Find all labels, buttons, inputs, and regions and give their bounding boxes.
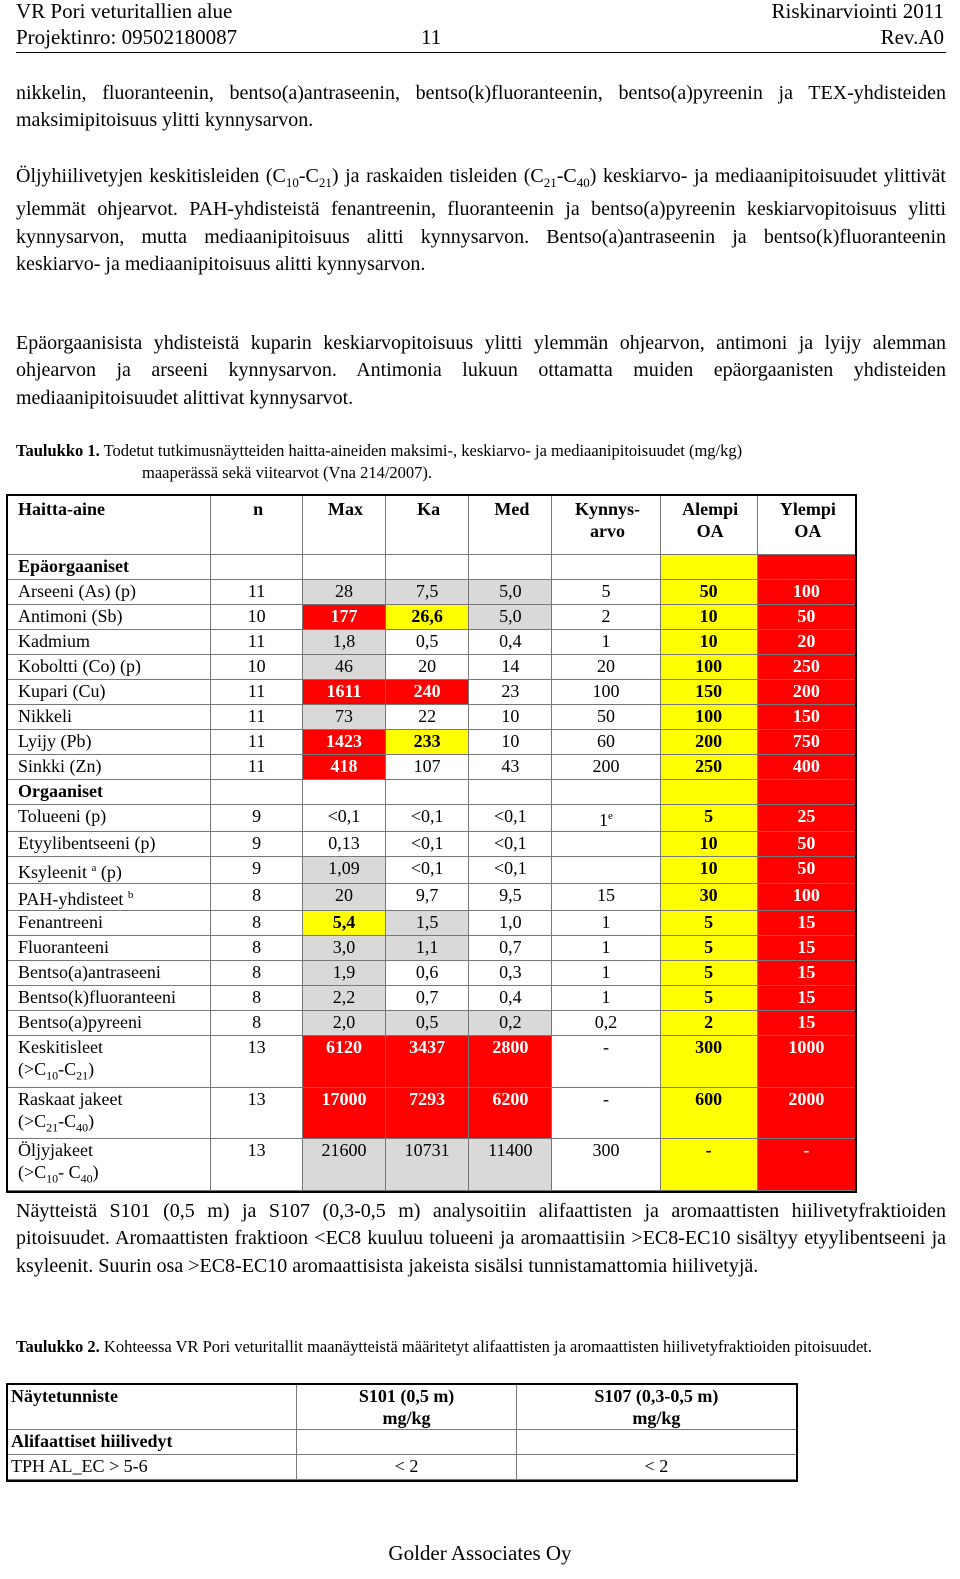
cell-mean: 0,5 — [386, 630, 469, 655]
cell-max: 20 — [303, 884, 386, 911]
col-header-substance: Haitta-aine — [8, 496, 211, 555]
col-header-sample-id: Näytetunniste — [8, 1385, 297, 1430]
cell-n: 11 — [211, 680, 303, 705]
cell-threshold: 1 — [552, 936, 660, 961]
col-header-s107: S107 (0,3-0,5 m) mg/kg — [517, 1385, 796, 1430]
cell-lower-guideline: 10 — [661, 605, 758, 630]
cell-lower-guideline: 2 — [661, 1011, 758, 1036]
cell-median: 5,0 — [469, 580, 552, 605]
cell-n: 11 — [211, 630, 303, 655]
cell-upper-guideline: 100 — [758, 884, 855, 911]
cell-n: 8 — [211, 961, 303, 986]
header-site: VR Pori veturitallien alue — [16, 0, 233, 23]
cell-threshold: 5 — [552, 580, 660, 605]
cell-max: 2,0 — [303, 1011, 386, 1036]
cell-n: 8 — [211, 884, 303, 911]
cell-upper-guideline: 100 — [758, 580, 855, 605]
cell-mean: 1,1 — [386, 936, 469, 961]
cell-threshold: 2 — [552, 605, 660, 630]
cell-max: 418 — [303, 755, 386, 780]
header-revision: Rev.A0 — [880, 25, 944, 49]
cell-mean: <0,1 — [386, 857, 469, 884]
paragraph-3: Epäorgaanisista yhdisteistä kuparin keskiarvopitoisuus ylitti ylemmän ohjearvon, antimoni ja lyijy alemman ohjearvon ja arseeni kynnysarvon. Antimonia lukuun ottamatta muiden epäorgaanisten yhdisteiden mediaanipitoisuudet alittivat kynnysarvot. — [16, 332, 946, 409]
cell-max: 17000 — [303, 1088, 386, 1140]
cell-substance: Tolueeni (p) — [8, 805, 211, 832]
cell-threshold: - — [552, 1036, 660, 1088]
cell-n: 13 — [211, 1088, 303, 1140]
lower-guideline-band — [661, 555, 758, 580]
organic-rows — [8, 805, 855, 1036]
cell-substance: Nikkeli — [8, 705, 211, 730]
cell-mean: <0,1 — [386, 832, 469, 857]
table-row — [8, 705, 855, 730]
cell-substance: Antimoni (Sb) — [8, 605, 211, 630]
hydrocarbon-rows — [8, 1036, 855, 1191]
cell-upper-guideline: 15 — [758, 961, 855, 986]
cell-threshold: 50 — [552, 705, 660, 730]
col-header-threshold: Kynnys- arvo — [552, 496, 660, 555]
cell-lower-guideline: 10 — [661, 857, 758, 884]
table1-caption-line1: Todetut tutkimusnäytteiden haitta-aineiden maksimi-, keskiarvo- ja mediaanipitoisuudet (mg/kg) — [103, 441, 743, 460]
cell-upper-guideline: 400 — [758, 755, 855, 780]
cell-substance: Fenantreeni — [8, 911, 211, 936]
cell-max: 6120 — [303, 1036, 386, 1088]
cell-lower-guideline: - — [661, 1139, 758, 1191]
table2-caption — [16, 1336, 946, 1358]
cell-median: 6200 — [469, 1088, 552, 1140]
cell-median: 0,7 — [469, 936, 552, 961]
cell-mean: <0,1 — [386, 805, 469, 832]
table-row — [8, 1011, 855, 1036]
cell-n: 9 — [211, 805, 303, 832]
col-header-median: Med — [469, 496, 552, 555]
cell-max: 1,9 — [303, 961, 386, 986]
cell-lower-guideline: 10 — [661, 832, 758, 857]
cell-substance: Arseeni (As) (p) — [8, 580, 211, 605]
table2-caption-text: Kohteessa VR Pori veturitallit maanäytteistä määritetyt alifaattisten ja aromaattisten hiilivetyfraktioiden pitoisuudet. — [103, 1337, 873, 1356]
cell-threshold: 60 — [552, 730, 660, 755]
cell-lower-guideline: 30 — [661, 884, 758, 911]
cell-max: 28 — [303, 580, 386, 605]
cell-median: 0,4 — [469, 986, 552, 1011]
cell-upper-guideline: 750 — [758, 730, 855, 755]
cell-substance: Keskitisleet $(>C_{10}-C_{21})$ — [8, 1036, 211, 1088]
cell-mean: 1,5 — [386, 911, 469, 936]
cell-lower-guideline: 5 — [661, 986, 758, 1011]
upper-guideline-band — [758, 555, 855, 580]
cell-upper-guideline: 50 — [758, 832, 855, 857]
cell-upper-guideline: 25 — [758, 805, 855, 832]
page-footer: Golder Associates Oy — [388, 1541, 572, 1565]
cell-n: 11 — [211, 730, 303, 755]
cell-median: <0,1 — [469, 805, 552, 832]
cell-threshold: 1 — [552, 986, 660, 1011]
table-row — [8, 680, 855, 705]
cell-median: <0,1 — [469, 832, 552, 857]
cell-lower-guideline: 300 — [661, 1036, 758, 1088]
cell-median: 43 — [469, 755, 552, 780]
cell-mean: 7,5 — [386, 580, 469, 605]
table1-caption-label: Taulukko 1. — [16, 441, 100, 460]
table-row — [8, 857, 855, 884]
paragraph-1: nikkelin, fluoranteenin, bentso(a)antraseenin, bentso(k)fluoranteenin, bentso(a)pyreenin ja TEX-yhdisteiden maksimipitoisuus ylitti kynnysarvon. — [16, 82, 946, 132]
table-row — [8, 1139, 855, 1191]
cell-max: 2,2 — [303, 986, 386, 1011]
cell-median: 1,0 — [469, 911, 552, 936]
cell-substance: Kadmium — [8, 630, 211, 655]
cell-max: 177 — [303, 605, 386, 630]
cell-n: 11 — [211, 755, 303, 780]
cell-mean: 9,7 — [386, 884, 469, 911]
cell-mean: 20 — [386, 655, 469, 680]
cell-substance: Lyijy (Pb) — [8, 730, 211, 755]
cell-mean: 107 — [386, 755, 469, 780]
cell-median: 0,3 — [469, 961, 552, 986]
cell-n: 10 — [211, 655, 303, 680]
cell-median: 0,2 — [469, 1011, 552, 1036]
cell-substance: Öljyjakeet ($>C_{10}-$ $C_{40}$) — [8, 1139, 211, 1191]
cell-threshold: 0,2 — [552, 1011, 660, 1036]
group-row-organic — [8, 780, 855, 805]
table-row — [8, 911, 855, 936]
cell-upper-guideline: 200 — [758, 680, 855, 705]
table-row — [8, 1088, 855, 1140]
paragraph-4: Näytteistä S101 (0,5 m) ja S107 (0,3-0,5 m) analysoitiin alifaattisten ja aromaattisten hiilivetyfraktioiden pitoisuudet. Aromaattisten fraktioon <EC8 kuuluu tolueeni ja aromaattisiin >EC8-EC10 sisältyy etyylibentseeni ja ksyleenit. Suurin osa >EC8-EC10 aromaattisista jakeista sisälsi tunnistamattomia hiilivetyjä. — [16, 1200, 946, 1277]
table-row — [8, 1455, 796, 1480]
cell-median: 0,4 — [469, 630, 552, 655]
cell-upper-guideline: 1000 — [758, 1036, 855, 1088]
lower-guideline-band — [661, 780, 758, 805]
cell-max: 0,13 — [303, 832, 386, 857]
cell-median: 9,5 — [469, 884, 552, 911]
cell-median: 14 — [469, 655, 552, 680]
table-row — [8, 832, 855, 857]
header-doc-type: Riskinarviointi 2011 — [771, 0, 944, 23]
cell-mean: 233 — [386, 730, 469, 755]
cell-median: 10 — [469, 705, 552, 730]
cell-mean: 3437 — [386, 1036, 469, 1088]
header-project-number: Projektinro: 09502180087 — [16, 25, 238, 49]
cell-lower-guideline: 100 — [661, 705, 758, 730]
table2-hydrocarbon-fractions — [6, 1383, 798, 1482]
cell-threshold — [552, 857, 660, 884]
cell-median: 10 — [469, 730, 552, 755]
cell-substance: Fluoranteeni — [8, 936, 211, 961]
cell-threshold: 200 — [552, 755, 660, 780]
page-header-row2 — [16, 24, 944, 50]
table2-header-row — [8, 1385, 796, 1430]
cell-lower-guideline: 250 — [661, 755, 758, 780]
group-label: Orgaaniset — [8, 780, 211, 805]
cell-mean: 0,5 — [386, 1011, 469, 1036]
cell-mean: 7293 — [386, 1088, 469, 1140]
cell-n: 13 — [211, 1139, 303, 1191]
page-header-row1 — [16, 0, 944, 24]
table-row — [8, 961, 855, 986]
cell-s107: < 2 — [517, 1455, 796, 1480]
cell-mean: 240 — [386, 680, 469, 705]
cell-substance: Ksyleenit $^a$ (p) — [8, 857, 211, 884]
cell-substance: Etyylibentseeni (p) — [8, 832, 211, 857]
cell-lower-guideline: 150 — [661, 680, 758, 705]
cell-mean: 0,6 — [386, 961, 469, 986]
cell-threshold: 1 — [552, 911, 660, 936]
cell-upper-guideline: 15 — [758, 911, 855, 936]
cell-max: 1,09 — [303, 857, 386, 884]
col-header-lower-guideline: Alempi OA — [661, 496, 758, 555]
cell-substance: Bentso(k)fluoranteeni — [8, 986, 211, 1011]
header-page-number: 11 — [421, 25, 442, 49]
cell-threshold: 100 — [552, 680, 660, 705]
cell-upper-guideline: 15 — [758, 1011, 855, 1036]
col-header-max: Max — [303, 496, 386, 555]
col-header-n: n — [211, 496, 303, 555]
cell-lower-guideline: 5 — [661, 805, 758, 832]
table-header-row — [8, 496, 855, 555]
cell-n: 8 — [211, 911, 303, 936]
cell-substance: Kupari (Cu) — [8, 680, 211, 705]
table-row — [8, 755, 855, 780]
group-label: Alifaattiset hiilivedyt — [8, 1430, 297, 1455]
cell-substance: Bentso(a)antraseeni — [8, 961, 211, 986]
cell-upper-guideline: 250 — [758, 655, 855, 680]
table-row — [8, 655, 855, 680]
table1-contaminants — [6, 494, 857, 1193]
cell-threshold: 1e — [552, 805, 660, 832]
cell-max: <0,1 — [303, 805, 386, 832]
cell-max: 3,0 — [303, 936, 386, 961]
cell-lower-guideline: 50 — [661, 580, 758, 605]
table-row — [8, 630, 855, 655]
upper-guideline-band — [758, 780, 855, 805]
cell-max: 1,8 — [303, 630, 386, 655]
cell-upper-guideline: 50 — [758, 605, 855, 630]
col-header-mean: Ka — [386, 496, 469, 555]
table-row — [8, 805, 855, 832]
cell-upper-guideline: 15 — [758, 936, 855, 961]
table-row — [8, 884, 855, 911]
cell-max: 46 — [303, 655, 386, 680]
inorganic-rows — [8, 580, 855, 780]
cell-mean: 0,7 — [386, 986, 469, 1011]
cell-substance: Koboltti (Co) (p) — [8, 655, 211, 680]
cell-lower-guideline: 100 — [661, 655, 758, 680]
cell-s101: < 2 — [297, 1455, 516, 1480]
cell-median: 5,0 — [469, 605, 552, 630]
cell-lower-guideline: 600 — [661, 1088, 758, 1140]
cell-median: 23 — [469, 680, 552, 705]
paragraph-2: Öljyhiilivetyjen keskitisleiden $(C_{10}-C_{21})$ ja raskaiden tisleiden $(C_{21}-C_{40})$ keskiarvo- ja mediaanipitoisuudet ylittivät ylemmät ohjearvot. PAH-yhdisteistä fenantreenin, fluoranteenin ja bentso(a)pyreenin keskiarvopitoisuus ylitti kynnysarvon, mutta mediaanipitoisuus alitti kynnysarvon. Bentso(a)antraseenin ja bentso(k)fluoranteenin keskiarvo- ja mediaanipitoisuus alitti kynnysarvon. — [16, 165, 946, 275]
cell-n: 8 — [211, 986, 303, 1011]
cell-n: 8 — [211, 1011, 303, 1036]
cell-n: 13 — [211, 1036, 303, 1088]
cell-threshold: - — [552, 1088, 660, 1140]
table2-group-row — [8, 1430, 796, 1455]
table-row — [8, 1036, 855, 1088]
cell-substance: PAH-yhdisteet $^b$ — [8, 884, 211, 911]
cell-threshold: 15 — [552, 884, 660, 911]
cell-substance: Bentso(a)pyreeni — [8, 1011, 211, 1036]
cell-median: 11400 — [469, 1139, 552, 1191]
cell-upper-guideline: 15 — [758, 986, 855, 1011]
cell-upper-guideline: 20 — [758, 630, 855, 655]
cell-mean: 10731 — [386, 1139, 469, 1191]
cell-upper-guideline: 150 — [758, 705, 855, 730]
cell-n: 9 — [211, 857, 303, 884]
cell-mean: 22 — [386, 705, 469, 730]
cell-n: 11 — [211, 705, 303, 730]
cell-substance: Sinkki (Zn) — [8, 755, 211, 780]
cell-n: 11 — [211, 580, 303, 605]
group-label: Epäorgaaniset — [8, 555, 211, 580]
cell-upper-guideline: 50 — [758, 857, 855, 884]
cell-upper-guideline: - — [758, 1139, 855, 1191]
cell-n: 10 — [211, 605, 303, 630]
cell-threshold: 300 — [552, 1139, 660, 1191]
cell-median: 2800 — [469, 1036, 552, 1088]
table-row — [8, 580, 855, 605]
cell-upper-guideline: 2000 — [758, 1088, 855, 1140]
table1-caption — [16, 440, 946, 484]
table1-caption-line2: maaperässä sekä viitearvot (Vna 214/2007). — [142, 463, 433, 482]
table-row — [8, 605, 855, 630]
cell-lower-guideline: 200 — [661, 730, 758, 755]
cell-mean: 26,6 — [386, 605, 469, 630]
table-row — [8, 936, 855, 961]
table-row — [8, 986, 855, 1011]
cell-max: 1423 — [303, 730, 386, 755]
cell-median: <0,1 — [469, 857, 552, 884]
cell-max: 1611 — [303, 680, 386, 705]
row-label: TPH AL_EC > 5-6 — [8, 1455, 297, 1480]
cell-threshold — [552, 832, 660, 857]
table2-caption-label: Taulukko 2. — [16, 1337, 100, 1356]
cell-threshold: 20 — [552, 655, 660, 680]
cell-max: 5,4 — [303, 911, 386, 936]
col-header-upper-guideline: Ylempi OA — [758, 496, 855, 555]
cell-max: 21600 — [303, 1139, 386, 1191]
cell-lower-guideline: 10 — [661, 630, 758, 655]
cell-substance: Raskaat jakeet $(>C_{21}-C_{40})$ — [8, 1088, 211, 1140]
col-header-s101: S101 (0,5 m) mg/kg — [297, 1385, 516, 1430]
cell-lower-guideline: 5 — [661, 911, 758, 936]
cell-n: 9 — [211, 832, 303, 857]
cell-threshold: 1 — [552, 961, 660, 986]
cell-max: 73 — [303, 705, 386, 730]
group-row-inorganic — [8, 555, 855, 580]
cell-lower-guideline: 5 — [661, 936, 758, 961]
table-row — [8, 730, 855, 755]
header-rule — [16, 52, 946, 53]
cell-lower-guideline: 5 — [661, 961, 758, 986]
cell-threshold: 1 — [552, 630, 660, 655]
cell-n: 8 — [211, 936, 303, 961]
